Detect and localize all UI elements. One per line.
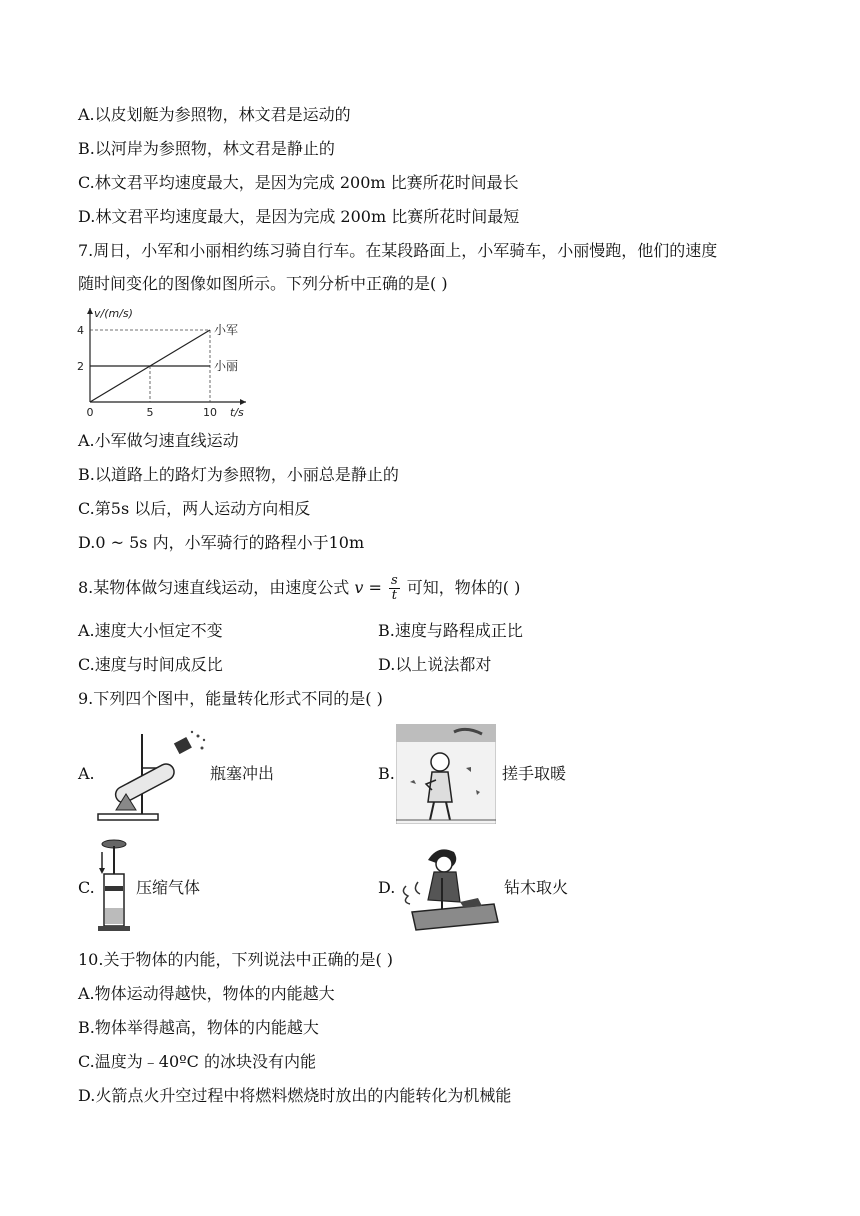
q6-option-d: D.林文君平均速度最大，是因为完成 200m 比赛所花时间最短 bbox=[78, 207, 520, 226]
q9-rubbing-hands-figure bbox=[396, 724, 496, 824]
q9-item-c-letter: C. bbox=[78, 878, 95, 897]
series-label-0: 小军 bbox=[214, 323, 239, 337]
q8-option-c: C.速度与时间成反比 bbox=[78, 655, 223, 674]
q9-drill-wood-figure bbox=[398, 842, 502, 934]
y-tick-label-4: 4 bbox=[77, 324, 84, 337]
x-tick-label-5: 5 bbox=[146, 406, 154, 418]
y-axis-arrow bbox=[87, 308, 93, 314]
q8-option-a: A.速度大小恒定不变 bbox=[78, 621, 223, 640]
q8-option-b: B.速度与路程成正比 bbox=[378, 621, 523, 640]
q9-item-a-caption: 瓶塞冲出 bbox=[210, 764, 275, 783]
q8-stem-after: 可知，物体的( ) bbox=[401, 578, 521, 597]
velocity-time-chart bbox=[72, 306, 272, 418]
x-tick-label-0: 0 bbox=[86, 406, 94, 418]
q6-option-b: B.以河岸为参照物，林文君是静止的 bbox=[78, 139, 335, 158]
q10-option-a: A.物体运动得越快，物体的内能越大 bbox=[78, 984, 335, 1003]
q9-stem: 9.下列四个图中，能量转化形式不同的是( ) bbox=[78, 689, 383, 708]
q9-item-a-letter: A. bbox=[78, 764, 95, 783]
q9-item-b-letter: B. bbox=[378, 764, 395, 783]
q10-option-c: C.温度为﹣40ºC 的冰块没有内能 bbox=[78, 1052, 316, 1071]
q7-stem-line2: 随时间变化的图像如图所示。下列分析中正确的是( ) bbox=[78, 274, 448, 293]
y-tick-label-2: 2 bbox=[77, 360, 84, 373]
q7-option-b: B.以道路上的路灯为参照物，小丽总是静止的 bbox=[78, 465, 399, 484]
formula-denominator: t bbox=[391, 588, 397, 603]
q6-option-c: C.林文君平均速度最大，是因为完成 200m 比赛所花时间最长 bbox=[78, 173, 519, 192]
formula-equals: = bbox=[363, 578, 387, 597]
q8-option-d: D.以上说法都对 bbox=[378, 655, 492, 674]
q8-stem bbox=[78, 574, 520, 603]
q6-option-a: A.以皮划艇为参照物，林文君是运动的 bbox=[78, 105, 351, 124]
q7-option-c: C.第5s 以后，两人运动方向相反 bbox=[78, 499, 311, 518]
q7-option-a: A.小军做匀速直线运动 bbox=[78, 431, 239, 450]
series-label-1: 小丽 bbox=[214, 359, 239, 373]
q8-stem-before: 8.某物体做匀速直线运动，由速度公式 bbox=[78, 578, 355, 597]
y-axis-label: v/(m/s) bbox=[94, 307, 133, 320]
formula-v: v bbox=[354, 578, 364, 597]
q7-stem-line1: 7.周日，小军和小丽相约练习骑自行车。在某段路面上，小军骑车，小丽慢跑，他们的速度 bbox=[78, 241, 718, 260]
q9-item-d-letter: D. bbox=[378, 878, 396, 897]
q9-item-b-caption: 搓手取暖 bbox=[502, 764, 567, 783]
q7-option-d: D.0 ~ 5s 内，小军骑行的路程小于10m bbox=[78, 533, 365, 552]
x-axis-label: t/s bbox=[230, 406, 244, 418]
formula-numerator: s bbox=[390, 573, 398, 588]
q9-item-d-caption: 钻木取火 bbox=[504, 878, 569, 897]
q10-stem: 10.关于物体的内能，下列说法中正确的是( ) bbox=[78, 950, 394, 969]
q10-option-b: B.物体举得越高，物体的内能越大 bbox=[78, 1018, 319, 1037]
q9-stopper-figure bbox=[96, 728, 208, 824]
q10-option-d: D.火箭点火升空过程中将燃料燃烧时放出的内能转化为机械能 bbox=[78, 1086, 512, 1105]
x-tick-label-10: 10 bbox=[203, 406, 217, 418]
formula-fraction bbox=[389, 574, 400, 603]
q9-item-c-caption: 压缩气体 bbox=[136, 878, 201, 897]
q9-compress-gas-figure bbox=[94, 838, 134, 934]
x-axis-arrow bbox=[240, 399, 246, 405]
